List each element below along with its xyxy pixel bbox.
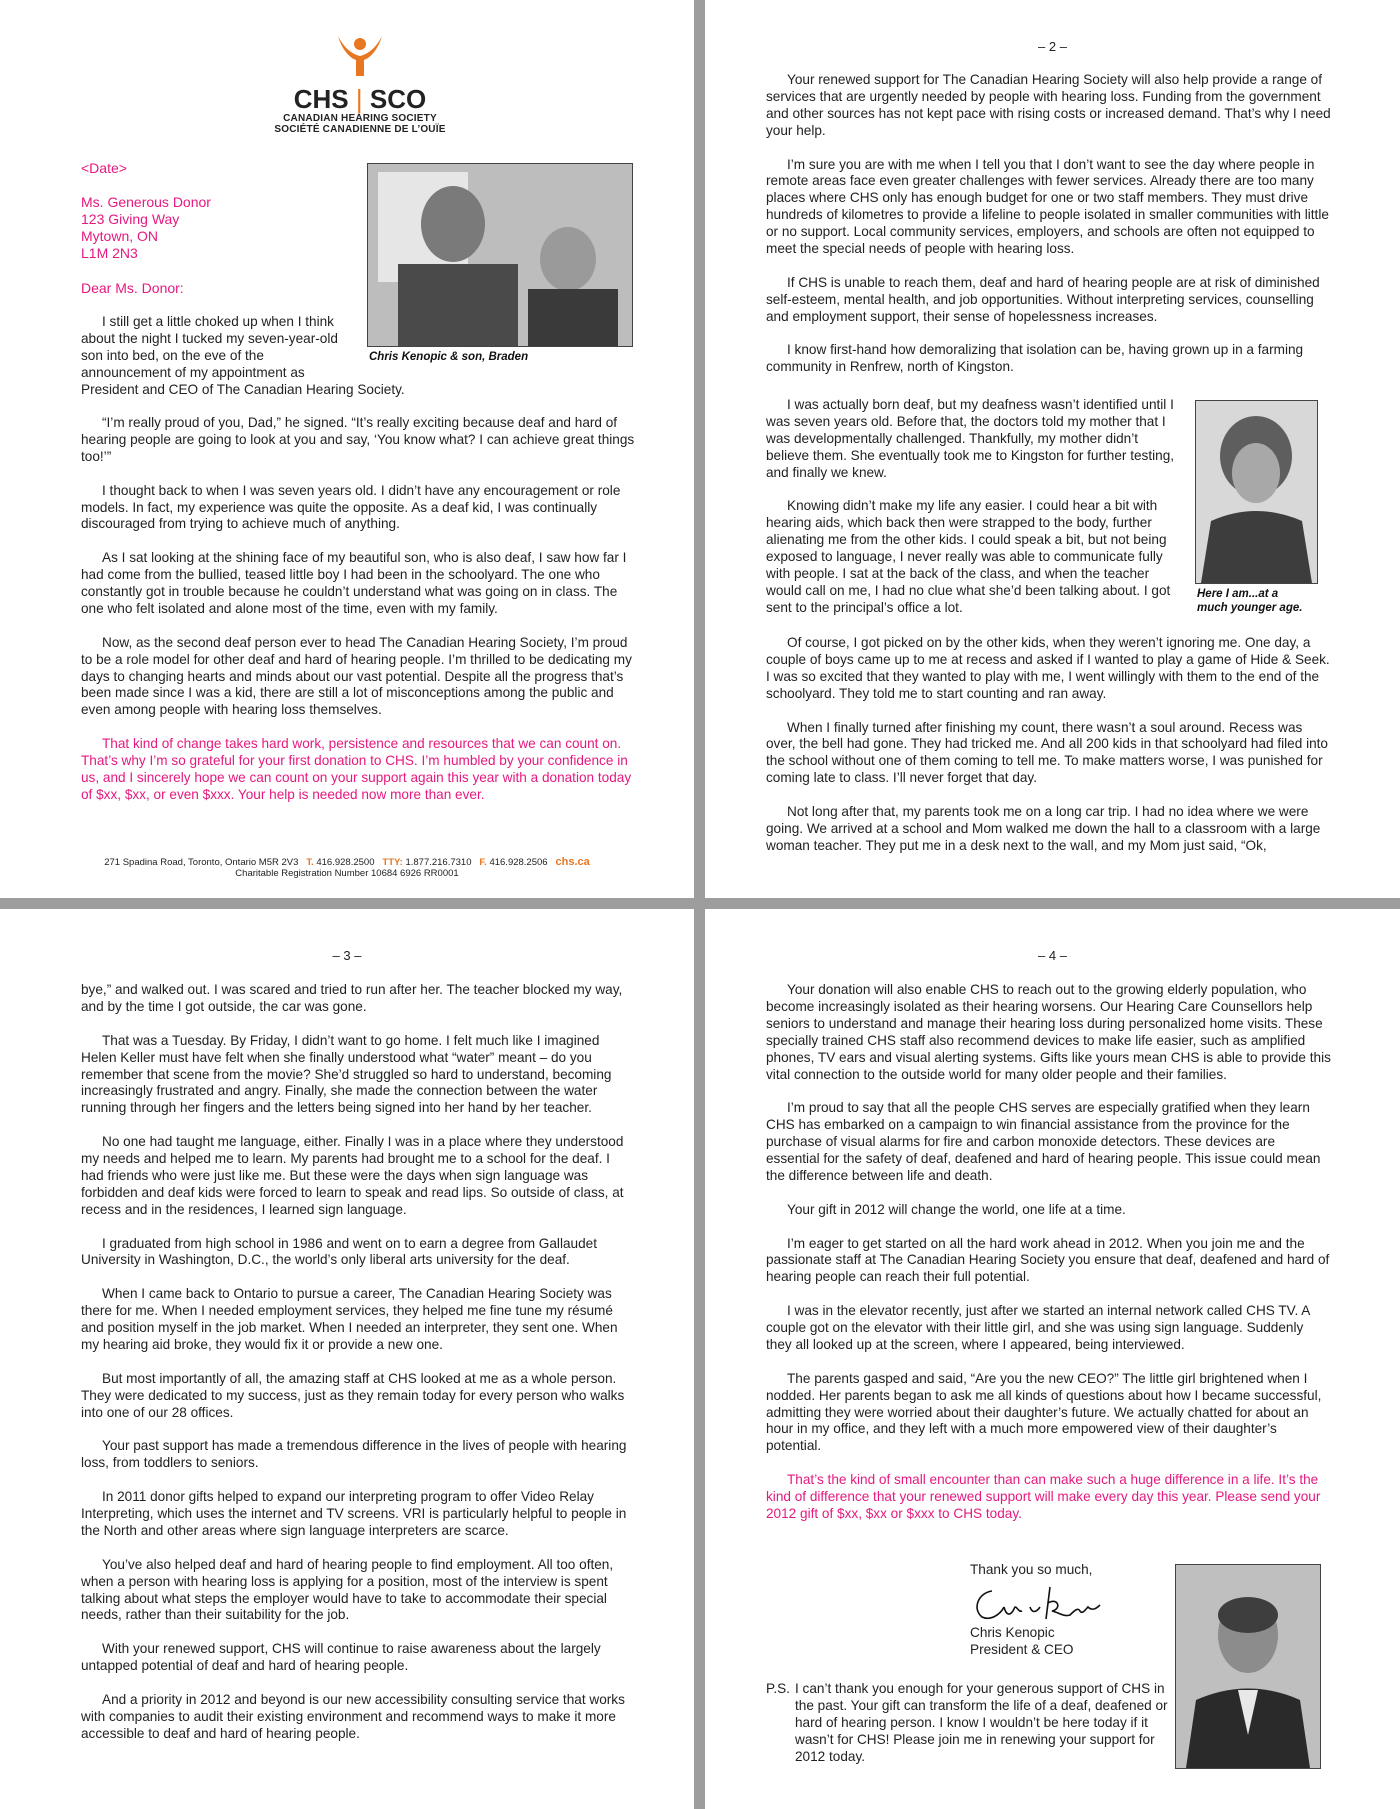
body-paragraph: And a priority in 2012 and beyond is our new accessibility consulting service that works with companies to audit their existing environment and recommend ways to make it more accessible to deaf and hard of hearing people.: [81, 1691, 625, 1741]
intro-line: announcement of my appointment as: [81, 364, 305, 380]
footer-tty-label: TTY:: [382, 857, 403, 868]
body-paragraph: I was in the elevator recently, just after we started an internal network called CHS TV. A couple got on the elevator with their little girl, and she was using sign language. Suddenly they all looked up at the screen, where I appeared, being interviewed.: [766, 1303, 1310, 1352]
org-name-en: CANADIAN HEARING SOCIETY: [283, 113, 437, 124]
letter-date: <Date>: [81, 160, 127, 176]
body-paragraph: You’ve also helped deaf and hard of hearing people to find employment. All too often, when a person with hearing loss is applying for a position, most of the interview is spent talking about what steps the employer would have to take to accommodate their special needs, rather than their suitability for the job.: [81, 1556, 614, 1623]
photo-ceo-portrait: [1175, 1564, 1321, 1769]
intro-line: about the night I tucked my seven-year-old: [81, 330, 338, 346]
page3-body: [81, 982, 636, 1760]
body-paragraph: I thought back to when I was seven years old. I didn’t have any encouragement or role models. In fact, my experience was quite the opposite. As a deaf kid, I was continually discouraged from trying to achieve much of anything.: [81, 482, 621, 532]
logo-chs-text: CHS: [293, 84, 349, 114]
body-paragraph: When I came back to Ontario to pursue a career, The Canadian Hearing Society was there for me. When I needed employment services, they helped me fine tune my résumé and position myself in the job market. When I needed an interpreter, they sent one. When my hearing aid broke, they would fix it or provide a new one.: [81, 1286, 618, 1352]
body-paragraph: In 2011 donor gifts helped to expand our interpreting program to offer Video Relay Interpreting, which uses the internet and TV screens. VRI is particularly helpful to people in the North and other areas where sign language interpreters are scarce.: [81, 1489, 627, 1538]
chs-logo: [270, 34, 450, 135]
signer-title: President & CEO: [970, 1641, 1074, 1657]
address-line: 123 Giving Way: [81, 211, 180, 227]
caption-line: much younger age.: [1197, 602, 1303, 614]
footer-address: 271 Spadina Road, Toronto, Ontario M5R 2V3: [104, 857, 299, 868]
body-paragraph: Not long after that, my parents took me on a long car trip. I had no idea where we were going. We arrived at a school and Mom walked me down the hall to a classroom with a large woman teacher. They put me in a desk next to the wall, and my Mom just said, “Ok,: [766, 804, 1321, 853]
body-paragraph: The parents gasped and said, “Are you the new CEO?” The little girl brightened when I nodded. Her parents began to ask me all kinds of questions about how I became successful, admitting they were worried about their daughter’s future. We actually chatted for about an hour in my office, and they left with a much more empowered view of their daughter’s potential.: [766, 1370, 1322, 1454]
letter-page-4: [705, 909, 1400, 1809]
body-paragraph: As I sat looking at the shining face of my beautiful son, who is also deaf, I saw how far I had come from the bullied, teased little boy I had been in the schoolyard. The one who constantly got in trouble because he couldn’t understand what was going on in class. The one who felt isolated and alone most of the time, even with my family.: [81, 550, 627, 616]
body-paragraph: If CHS is unable to reach them, deaf and hard of hearing people are at risk of diminished self-esteem, mental health, and job opportunities. Without interpreting services, counselling and employment support, their sense of hopelessness increases.: [766, 274, 1320, 324]
letterhead-footer: [0, 857, 694, 879]
handwritten-signature: [970, 1579, 1130, 1625]
body-paragraph: I know first-hand how demoralizing that isolation can be, having grown up in a farming community in Renfrew, north of Kingston.: [766, 342, 1304, 375]
body-paragraph: I graduated from high school in 1986 and went on to earn a degree from Gallaudet University in Washington, D.C., the world’s only liberal arts university for the deaf.: [81, 1235, 597, 1268]
signature-block: [970, 1562, 1130, 1659]
address-line: Mytown, ON: [81, 228, 159, 244]
footer-website-link[interactable]: chs.ca: [555, 856, 590, 868]
recipient-address: [81, 194, 211, 262]
body-paragraph: I’m sure you are with me when I tell you that I don’t want to see the day where people in remote areas face even greater challenges with fewer services. Already there are too many places where CHS only has enough budget for one or two staff members. They must drive hundreds of kilometres to provide a lifeline to people isolated in smaller communities with little or no support. Local community services, employers, and schools are often not equipped to meet the special needs of people with hearing loss.: [766, 156, 1329, 257]
signer-name: Chris Kenopic: [970, 1624, 1055, 1640]
photo-caption: Chris Kenopic & son, Braden: [369, 351, 529, 363]
body-paragraph: “I’m really proud of you, Dad,” he signed. “It’s really exciting because deaf and hard of hearing people are going to look at you and say, ‘You know what? I can achieve great things too!’”: [81, 415, 635, 464]
caption-line: Here I am...at a: [1197, 588, 1279, 600]
body-paragraph: Now, as the second deaf person ever to head The Canadian Hearing Society, I’m proud to be a role model for other deaf and hard of hearing people. I’m thrilled to be dedicating my days to changing hearts and minds about our vast potential. Despite all the progress that’s been made since I was a kid, there are still a lot of misconceptions among the public and even among people with hearing loss themselves.: [81, 634, 632, 718]
logo-wordmark: [270, 85, 450, 113]
footer-tty: 1.877.216.7310: [405, 857, 472, 868]
footer-charity-number: Charitable Registration Number 10684 6926 RR0001: [235, 868, 459, 879]
body-paragraph: Your gift in 2012 will change the world, one life at a time.: [787, 1201, 1126, 1217]
page-number: – 3 –: [332, 948, 362, 963]
body-paragraph: Knowing didn’t make my life any easier. I could hear a bit with hearing aids, which back then were strapped to the body, further alienating me from the other kids. I could speak a bit, but not being exposed to language, I never really was able to communicate fully with people. I sat at the back of the class, and when the teacher would call on me, I had no clue what she’d been talking about. I got sent to the principal’s office a lot.: [766, 498, 1171, 615]
page2-body-side: [766, 397, 1181, 634]
letter-page-1: [0, 0, 694, 898]
body-paragraph: When I finally turned after finishing my count, there wasn’t a soul around. Recess was over, the bell had gone. They had tricked me. And all 200 kids in that schoolyard had filed into the school without one of them coming to tell me. To make matters worse, I was punished for coming late to class. I’ll never forget that day.: [766, 719, 1328, 786]
body-paragraph: Your donation will also enable CHS to reach out to the growing elderly population, who become increasingly isolated as their hearing worsens. Our Hearing Care Counsellors help seniors to understand and manage their hearing loss during personalized home visits. These specially trained CHS staff also recommend devices to make life easier, such as amplified phones, TV ears and visual alerting systems. Gifts like yours mean CHS is able to provide this vital connection to the outside world for many older people and their families.: [766, 982, 1331, 1082]
intro-line: son into bed, on the eve of the: [81, 347, 264, 363]
ps-text: I can’t thank you enough for your generous support of CHS in the past. Your gift can transform the life of a deaf, deafened or hard of hearing person. I know I wouldn’t be here today if it wasn’t for CHS! Please join me in renewing your support for 2012 today.: [795, 1681, 1168, 1764]
appeal-paragraph: That kind of change takes hard work, persistence and resources that we can count on. That’s why I’m so grateful for your first donation to CHS. I’m humbled by your confidence in us, and I sincerely hope we can count on your support again this year with a donation today of $xx, $xx, or even $xxx. Your help is needed now more than ever.: [81, 736, 632, 802]
page-number: – 4 –: [1038, 948, 1067, 963]
chs-logo-emblem-icon: [330, 34, 390, 78]
page4-body: [766, 982, 1331, 1540]
appeal-paragraph: That’s the kind of small encounter than can make such a huge difference in a life. It’s the kind of difference that your renewed support will make every day this year. Please send your 2012 gift of $xx, $xx or $xxx to CHS today.: [766, 1472, 1321, 1521]
signature-icon: [970, 1579, 1130, 1625]
body-paragraph: bye,” and walked out. I was scared and tried to run after her. The teacher blocked my way, and by the time I got outside, the car was gone.: [81, 982, 623, 1014]
logo-separator: |: [355, 84, 363, 114]
footer-fax-label: F.: [479, 857, 487, 868]
postscript: [766, 1681, 1171, 1766]
intro-paragraph: [81, 314, 405, 399]
body-paragraph: I’m proud to say that all the people CHS serves are especially gratified when they learn CHS has embarked on a campaign to win financial assistance from the province for the purchase of visual alarms for fire and carbon monoxide detectors. These devices are essential for the safety of deaf, deafened and hard of hearing people. This issue could mean the difference between life and death.: [766, 1100, 1321, 1183]
photo-placeholder-icon: [368, 164, 632, 346]
letter-page-2: [705, 0, 1400, 898]
photo-placeholder-icon: [1176, 1565, 1320, 1768]
logo-sco-text: SCO: [369, 84, 427, 114]
letter-page-3: [0, 909, 694, 1809]
body-paragraph: With your renewed support, CHS will continue to raise awareness about the largely untapped potential of deaf and hard of hearing people.: [81, 1641, 601, 1674]
address-line: L1M 2N3: [81, 245, 138, 261]
page2-body-top: [766, 72, 1331, 393]
org-name-fr: SOCIÉTÉ CANADIENNE DE L’OUÏE: [274, 124, 446, 135]
footer-phone-label: T.: [306, 857, 314, 868]
footer-phone: 416.928.2500: [316, 857, 375, 868]
intro-line: I still get a little choked up when I think: [102, 314, 334, 329]
body-paragraph: Your past support has made a tremendous difference in the lives of people with hearing loss, from toddlers to seniors.: [81, 1438, 627, 1471]
footer-fax: 416.928.2506: [489, 857, 548, 868]
photo-placeholder-icon: [1196, 401, 1317, 583]
salutation: Dear Ms. Donor:: [81, 280, 184, 296]
body-paragraph: I was actually born deaf, but my deafness wasn’t identified until I was seven years old. Before that, the doctors told my mother that I was developmentally challenged. Thankfully, my mother didn’t believe them. She eventually took me to Kingston for further testing, and finally we knew.: [766, 397, 1175, 480]
closing-text: Thank you so much,: [970, 1562, 1093, 1577]
page-number: – 2 –: [1038, 39, 1067, 54]
body-paragraph: Your renewed support for The Canadian Hearing Society will also help provide a range of services that are urgently needed by people with hearing loss. Funding from the government and other sources has not kept pace with rising costs or increased demand. That’s why I need your help.: [766, 72, 1331, 138]
photo-caption: [1197, 587, 1302, 615]
page1-body: [81, 415, 636, 821]
body-paragraph: That was a Tuesday. By Friday, I didn’t want to go home. I felt much like I imagined Helen Keller must have felt when she finally understood what “water” meant – do you remember that scene from the movie? She’d struggled so hard to understand, becoming increasingly frustrated and angry. Finally, she made the connection between the water running through her fingers and the letters being signed into her hand by her teacher.: [81, 1032, 612, 1116]
photo-father-and-son: [367, 163, 633, 347]
body-paragraph: No one had taught me language, either. Finally I was in a place where they understood my needs and helped me to learn. My parents had brought me to a school for the deaf. I had friends who were just like me. But these were the days when sign language was forbidden and deaf kids were forced to learn to speak and read lips. So outside of class, at recess and in the residences, I learned sign language.: [81, 1134, 624, 1217]
body-paragraph: I’m eager to get started on all the hard work ahead in 2012. When you join me and the passionate staff at The Canadian Hearing Society you ensure that deaf, deafened and hard of hearing people can reach their full potential.: [766, 1235, 1330, 1285]
body-paragraph: Of course, I got picked on by the other kids, when they weren’t ignoring me. One day, a couple of boys came up to me at recess and asked if I wanted to play a game of Hide & Seek. I was so excited that they wanted to play with me, I went willingly with them to the end of the schoolyard. They told me to start counting and ran away.: [766, 635, 1330, 701]
ps-label: P.S.: [766, 1681, 790, 1696]
body-paragraph: But most importantly of all, the amazing staff at CHS looked at me as a whole person. They were dedicated to my success, just as they remain today for every person who walks into one of our 28 offices.: [81, 1370, 625, 1420]
page2-body-bottom: [766, 635, 1331, 872]
photo-young-chris: [1195, 400, 1318, 584]
address-line: Ms. Generous Donor: [81, 194, 211, 210]
intro-line: President and CEO of The Canadian Hearing Society.: [81, 381, 405, 397]
